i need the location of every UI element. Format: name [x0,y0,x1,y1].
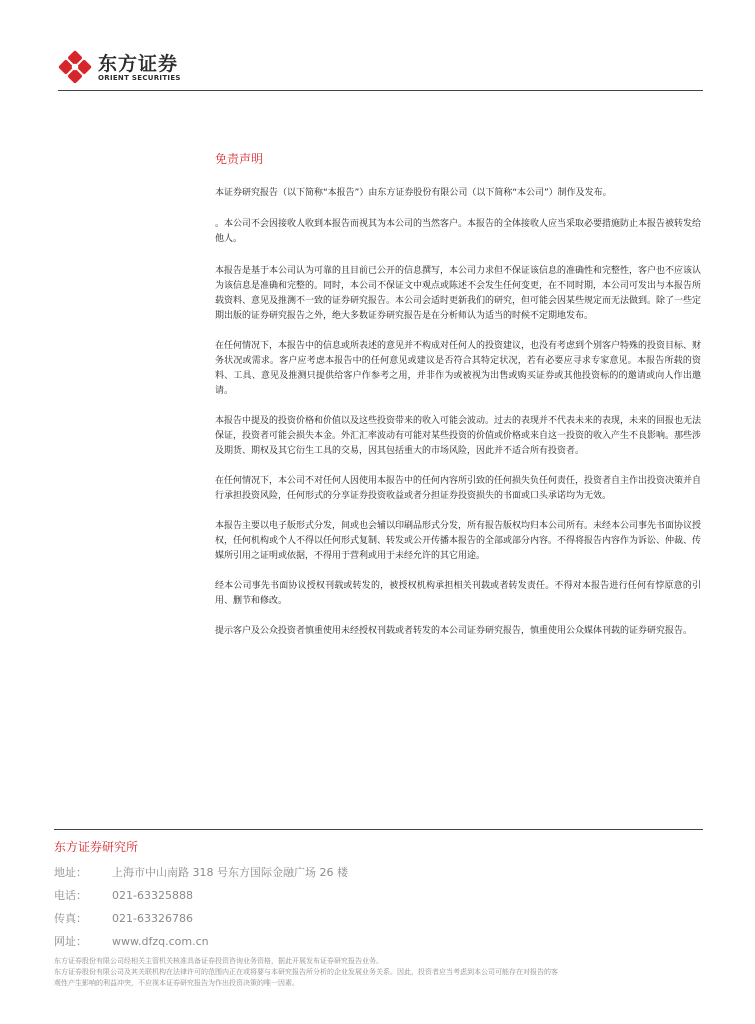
paragraph: 本报告主要以电子版形式分发，间或也会辅以印刷品形式分发，所有报告版权均归本公司所有。未经本公司事先书面协议授权，任何机构或个人不得以任何形式复制、转发或公开传播本报告的全部或部分内容。不得将报告内容作为诉讼、仲裁、传媒所引用之证明或依据，不得用于营利或用于未经允许的其它用途。 [215,521,702,561]
footer-note: 观性产生影响的利益冲突，不应视本证券研究报告为作出投资决策的唯一因素。 [54,979,299,987]
footer-notes [54,956,704,989]
paragraph: 在任何情况下，本公司不对任何人因使用本报告中的任何内容所引致的任何损失负任何责任，投资者自主作出投资决策并自行承担投资风险，任何形式的分享证券投资收益或者分担证券投资损失的书面或口头承诺均为无效。 [215,476,702,501]
paragraph: 本报告中提及的投资价格和价值以及这些投资带来的收入可能会波动。过去的表现并不代表未来的表现，未来的回报也无法保证，投资者可能会损失本金。外汇汇率波动有可能对某些投资的价值或价格或来自这一投资的收入产生不良影响。那些涉及期货、期权及其它衍生工具的交易，因其包括重大的市场风险，因此并不适合所有投资者。 [215,416,702,456]
paragraph: 本证券研究报告（以下简称“本报告”）由东方证券股份有限公司（以下简称“本公司”）制作及发布。 [215,188,612,198]
website-row [54,933,209,949]
paragraph: 。本公司不会因接收人收到本报告而视其为本公司的当然客户。本报告的全体接收人应当采取必要措施防止本报告被转发给他人。 [215,219,702,244]
address-value: 上海市中山南路 318 号东方国际金融广场 26 楼 [112,866,348,879]
paragraph: 在任何情况下，本报告中的信息或所表述的意见并不构成对任何人的投资建议，也没有考虑到个别客户特殊的投资目标、财务状况或需求。客户应考虑本报告中的任何意见或建议是否符合其特定状况，若有必要应寻求专家意见。本报告所载的资料、工具、意见及推测只提供给客户作参考之用，并非作为或被视为出售或购买证券或其他投资标的的邀请或向人作出邀请。 [215,341,702,396]
website-label: 网址： [54,935,87,948]
institute-name: 东方证券研究所 [54,840,139,854]
logo-text-cn: 东方证券 [98,53,179,75]
disclaimer-body [215,186,701,654]
address-label: 地址： [54,866,87,879]
fax-label: 传真： [54,912,87,925]
phone-row [54,887,193,903]
paragraph: 经本公司事先书面协议授权刊载或转发的，被授权机构承担相关刊载或者转发责任。不得对本报告进行任何有悖原意的引用、删节和修改。 [215,581,701,606]
logo-mark-icon [58,50,92,84]
website-link[interactable]: www.dfzq.com.cn [112,935,209,948]
paragraph: 本报告是基于本公司认为可靠的且目前已公开的信息撰写，本公司力求但不保证该信息的准确性和完整性，客户也不应该认为该信息是准确和完整的。同时，本公司不保证文中观点或陈述不会发生任何变更，在不同时期，本公司可发出与本报告所载资料、意见及推测不一致的证券研究报告。本公司会适时更新我们的研究，但可能会因某些规定而无法做到。除了一些定期出版的证券研究报告之外，绝大多数证券研究报告是在分析师认为适当的时候不定期地发布。 [215,266,702,321]
fax-row [54,910,193,926]
page-header [58,44,703,92]
phone-value: 021-63325888 [112,889,193,902]
header-divider [58,90,703,91]
fax-value: 021-63326786 [112,912,193,925]
footer-note: 东方证券股份有限公司及其关联机构在法律许可的范围内正在或将要与本研究报告所分析的企业发展业务关系。因此，投资者应当考虑到本公司可能存在对报告的客 [54,968,558,976]
address-row [54,864,348,880]
footer-divider [54,829,703,830]
phone-label: 电话： [54,889,87,902]
logo-text-en: ORIENT SECURITIES [98,74,181,82]
page-title: 免责声明 [215,152,264,166]
paragraph: 提示客户及公众投资者慎重使用未经授权刊载或者转发的本公司证券研究报告，慎重使用公众媒体刊载的证券研究报告。 [215,626,693,636]
footer-note: 东方证券股份有限公司经相关主管机关核准具备证券投资咨询业务资格，据此开展发布证券研究报告业务。 [54,957,383,965]
